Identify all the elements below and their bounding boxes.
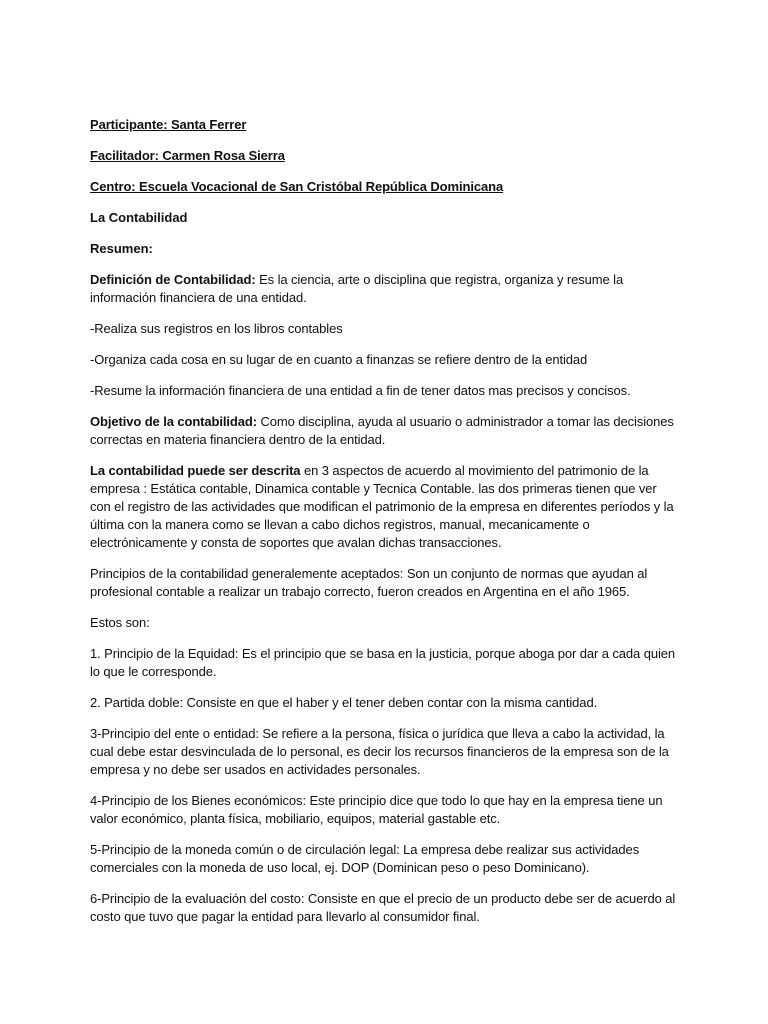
objetivo-paragraph xyxy=(90,413,680,449)
facilitador-heading: Facilitador: Carmen Rosa Sierra xyxy=(90,148,285,163)
descrita-text: en 3 aspectos de acuerdo al movimiento del patrimonio de la empresa : Estática contable, Dinamica contable y Tecnica Contable. las dos primeras tienen que ver con el registro de las actividades que modifican el patrimonio de la empresa en diferentes períodos y la última con la manera como se llevan a cabo dichos registros, manual, mecanicamente o electrónicamente y consta de soportes que avalan dichas transacciones. xyxy=(90,463,674,550)
principios-intro: Principios de la contabilidad generalemente aceptados: Son un conjunto de normas que ayudan al profesional contable a realizar un trabajo correcto, fueron creados en Argentina en el año 1965. xyxy=(90,566,648,599)
document-page xyxy=(90,116,680,939)
definicion-label: Definición de Contabilidad: xyxy=(90,272,256,287)
principio-partida-doble: 2. Partida doble: Consiste en que el haber y el tener deben contar con la misma cantidad. xyxy=(90,695,598,710)
principio-equidad: 1. Principio de la Equidad: Es el principio que se basa en la justicia, porque aboga por dar a cada quien lo que le corresponde. xyxy=(90,646,676,679)
estos-son-label: Estos son: xyxy=(90,615,150,630)
resumen-label: Resumen: xyxy=(90,241,153,256)
principio-costo: 6-Principio de la evaluación del costo: Consiste en que el precio de un producto debe ser de acuerdo al costo que tuvo que pagar la entidad para llevarlo al consumidor final. xyxy=(90,891,676,924)
bullet-organiza: -Organiza cada cosa en su lugar de en cuanto a finanzas se refiere dentro de la entidad xyxy=(90,352,588,367)
definicion-paragraph xyxy=(90,271,680,307)
bullet-registros: -Realiza sus registros en los libros contables xyxy=(90,321,343,336)
descrita-label: La contabilidad puede ser descrita xyxy=(90,463,301,478)
participante-heading: Participante: Santa Ferrer xyxy=(90,117,247,132)
objetivo-label: Objetivo de la contabilidad: xyxy=(90,414,257,429)
definicion-text: Es la ciencia, arte o disciplina que registra, organiza y resume la información financiera de una entidad. xyxy=(90,272,624,305)
document-title: La Contabilidad xyxy=(90,210,188,225)
principio-moneda: 5-Principio de la moneda común o de circulación legal: La empresa debe realizar sus actividades comerciales con la moneda de uso local, ej. DOP (Dominican peso o peso Dominicano). xyxy=(90,842,640,875)
objetivo-text: Como disciplina, ayuda al usuario o administrador a tomar las decisiones correctas en materia financiera dentro de la entidad. xyxy=(90,414,674,447)
centro-heading: Centro: Escuela Vocacional de San Cristóbal República Dominicana xyxy=(90,179,504,194)
principio-bienes: 4-Principio de los Bienes económicos: Este principio dice que todo lo que hay en la empresa tiene un valor económico, planta física, mobiliario, equipos, material gastable etc. xyxy=(90,793,663,826)
bullet-resume: -Resume la información financiera de una entidad a fin de tener datos mas precisos y concisos. xyxy=(90,383,631,398)
principio-ente: 3-Principio del ente o entidad: Se refiere a la persona, física o jurídica que lleva a cabo la actividad, la cual debe estar desvinculada de lo personal, es decir los recursos financieros de la empresa son de la empresa y no debe ser usados en actividades personales. xyxy=(90,726,669,777)
descrita-paragraph xyxy=(90,462,680,552)
